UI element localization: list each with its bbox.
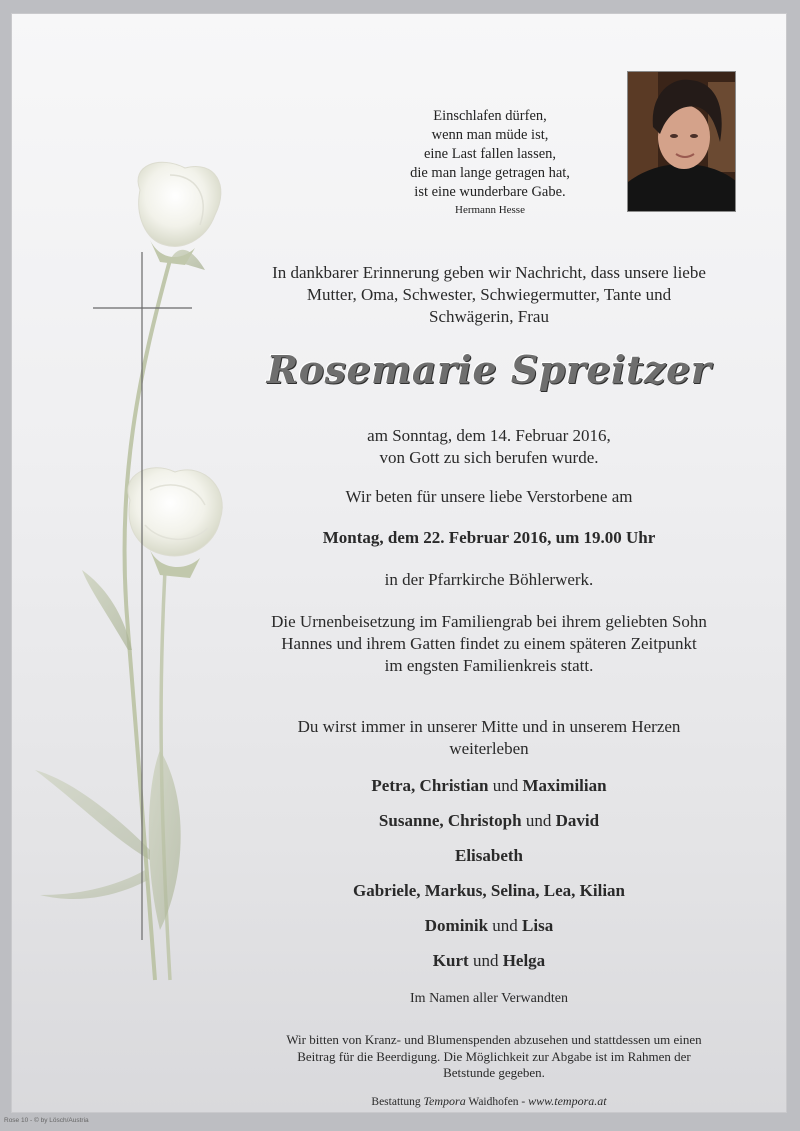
intro-line: In dankbarer Erinnerung geben wir Nachricht, dass unsere liebe — [272, 263, 706, 282]
deceased-name: Rosemarie Spreitzer — [266, 347, 712, 392]
mourner-row: Dominik und Lisa — [424, 916, 554, 935]
service-datetime: Montag, dem 22. Februar 2016, um 19.00 Uhr — [322, 528, 656, 547]
mourner-row: Petra, Christian und Maximilian — [371, 776, 607, 795]
death-date: am Sonntag, dem 14. Februar 2016, — [367, 426, 611, 445]
poem-line: eine Last fallen lassen, — [423, 146, 557, 162]
mourner-row: Elisabeth — [454, 846, 524, 865]
request-line: Betstunde gegeben. — [443, 1065, 545, 1080]
remembrance-line — [244, 716, 734, 760]
mourner-row: Susanne, Christoph und David — [378, 811, 600, 830]
donation-request — [244, 1032, 744, 1082]
portrait-photo — [627, 71, 736, 212]
request-line: Wir bitten von Kranz- und Blumenspenden abzusehen und stattdessen um einen — [286, 1032, 702, 1047]
poem-author: Hermann Hesse — [455, 204, 525, 216]
church-location: in der Pfarrkirche Böhlerwerk. — [384, 570, 594, 589]
prayer-notice: Wir beten für unsere liebe Verstorbene am — [345, 487, 633, 506]
death-line: von Gott zu sich berufen wurde. — [379, 448, 599, 467]
on-behalf-line: Im Namen aller Verwandten — [410, 991, 568, 1006]
urn-line: Hannes und ihrem Gatten findet zu einem späteren Zeitpunkt — [281, 634, 697, 653]
mourners-list — [244, 775, 734, 985]
funeral-home-footer: Bestattung Tempora Waidhofen - www.tempora.at — [371, 1094, 607, 1108]
intro-line: Mutter, Oma, Schwester, Schwiegermutter, Tante und — [306, 285, 672, 304]
mourner-row: Kurt und Helga — [432, 951, 546, 970]
poem-quote — [370, 107, 610, 217]
heart-line: weiterleben — [449, 739, 529, 758]
poem-line: ist eine wunderbare Gabe. — [414, 184, 566, 200]
urn-line: im engsten Familienkreis statt. — [384, 656, 594, 675]
funeral-home-website[interactable]: www.tempora.at — [528, 1094, 607, 1108]
urn-burial-notice — [244, 611, 734, 677]
death-notice — [244, 425, 734, 469]
white-roses-illustration — [20, 150, 260, 1000]
poem-line: Einschlafen dürfen, — [433, 108, 547, 124]
heart-line: Du wirst immer in unserer Mitte und in unserem Herzen — [297, 717, 681, 736]
mourner-row: Gabriele, Markus, Selina, Lea, Kilian — [352, 881, 625, 900]
intro-line: Schwägerin, Frau — [429, 307, 549, 326]
funeral-home-logo: Tempora — [423, 1094, 466, 1108]
design-credit: Rose 10 - © by Lösch/Austria — [4, 1117, 89, 1124]
announcement-intro — [244, 262, 734, 328]
poem-line: die man lange getragen hat, — [410, 165, 570, 181]
request-line: Beitrag für die Beerdigung. Die Möglichkeit zur Abgabe ist im Rahmen der — [297, 1048, 691, 1064]
rose-top — [138, 162, 221, 265]
poem-line: wenn man müde ist, — [431, 127, 549, 143]
urn-line: Die Urnenbeisetzung im Familiengrab bei ihrem geliebten Sohn — [271, 612, 707, 631]
